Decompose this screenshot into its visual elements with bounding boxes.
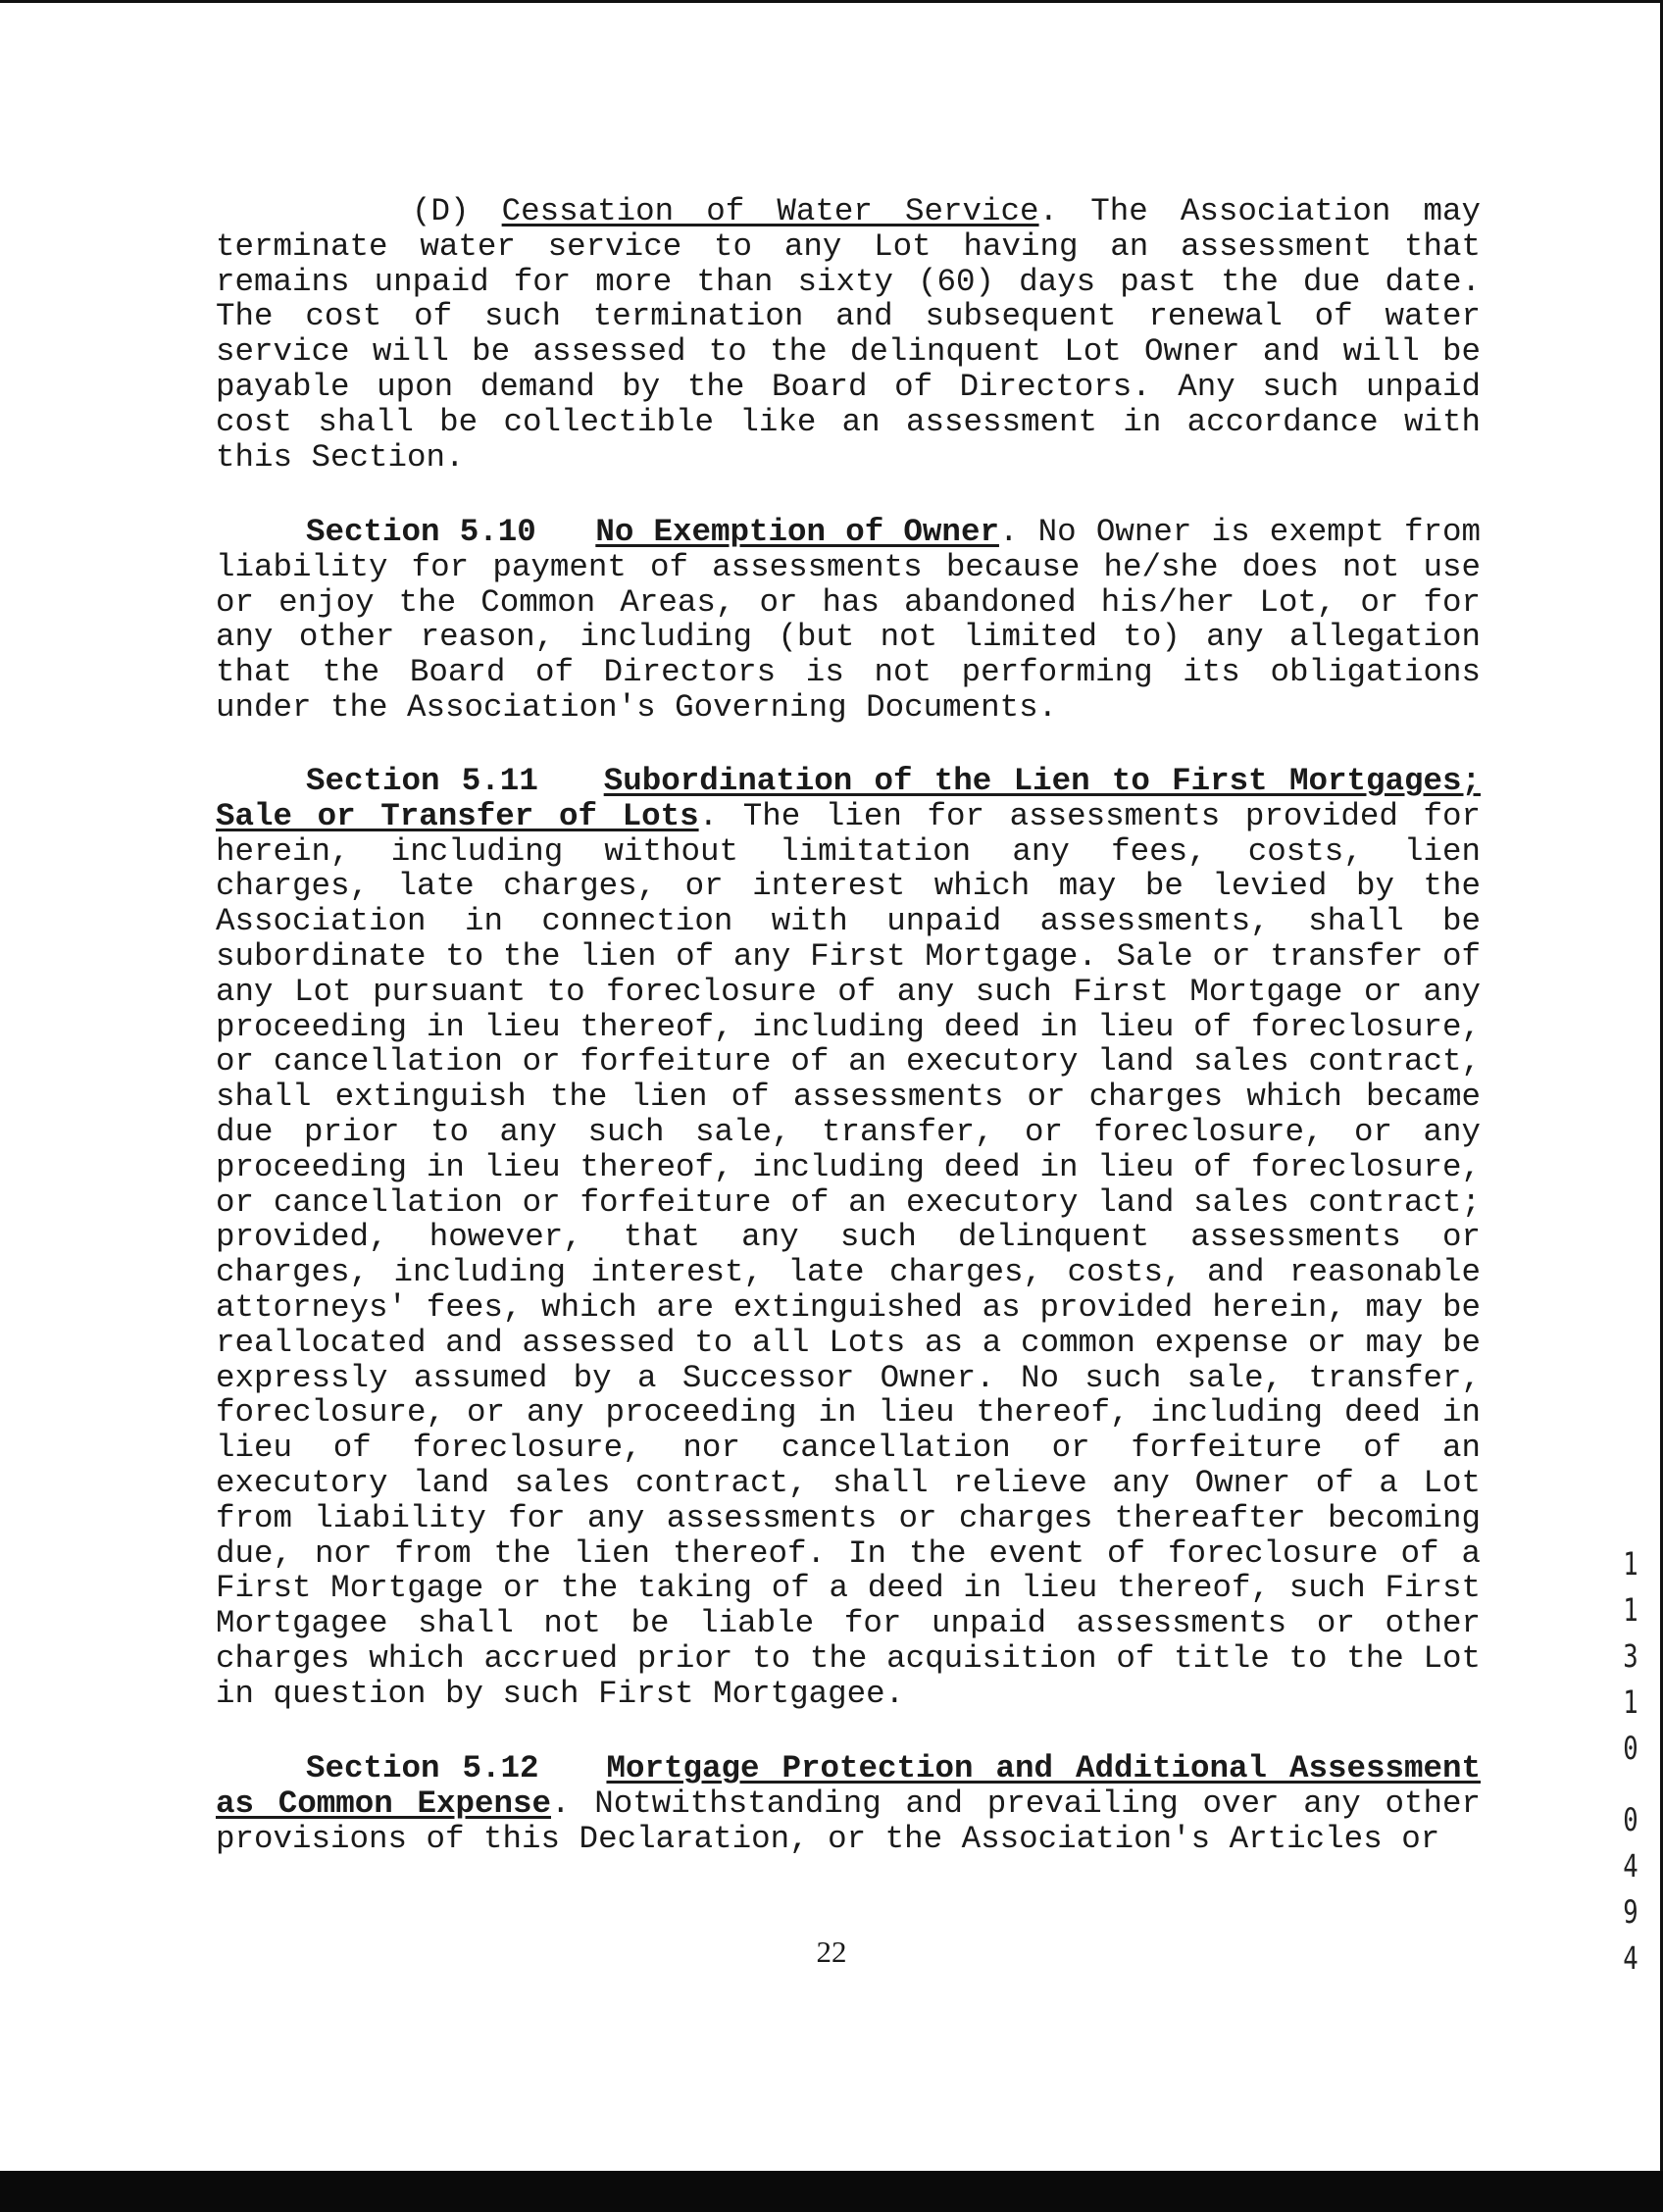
section-number: Section 5.10 bbox=[306, 514, 536, 550]
section-number: Section 5.12 bbox=[306, 1750, 539, 1786]
stamp-digit: 0 bbox=[1623, 1801, 1638, 1838]
stamp-digit: 1 bbox=[1623, 1545, 1638, 1583]
recording-stamp bbox=[1616, 1541, 1645, 1982]
section-heading: Mortgage Protection and Additional Assessment as Common Expense bbox=[216, 1750, 1481, 1822]
section-5-12 bbox=[216, 1751, 1481, 1856]
section-5-11 bbox=[216, 764, 1481, 1712]
stamp-digit: 3 bbox=[1623, 1637, 1638, 1675]
paragraph-label: (D) bbox=[412, 193, 470, 229]
section-number: Section 5.11 bbox=[306, 763, 538, 799]
stamp-digit: 1 bbox=[1623, 1591, 1638, 1629]
section-5-10 bbox=[216, 515, 1481, 726]
paragraph-heading: Cessation of Water Service bbox=[501, 193, 1039, 229]
page-number: 22 bbox=[816, 1935, 847, 1969]
section-heading: No Exemption of Owner bbox=[595, 514, 999, 550]
stamp-digit: 4 bbox=[1623, 1939, 1638, 1977]
section-body: Notwithstanding and prevailing over any other provisions of this Declaration, or the Association's Articles or bbox=[216, 1785, 1481, 1857]
heading-period: . bbox=[1038, 193, 1059, 229]
paragraph-cessation-of-water-service bbox=[216, 194, 1481, 475]
section-body: The lien for assessments provided for herein, including without limitation any fees, costs, lien charges, late charges, or interest which may be levied by the Association in connection with unpaid assessments, shall be subordinate to the lien of any First Mortgage. Sale or transfer of any Lot pursuant to foreclosure of any such First Mortgage or any proceeding in lieu thereof, including deed in lieu of foreclosure, or cancellation or forfeiture of an executory land sales contract, shall extinguish the lien of assessments or charges which became due prior to any such sale, transfer, or foreclosure, or any proceeding in lieu thereof, including deed in lieu of foreclosure, or cancellation or forfeiture of an executory land sales contract; provided, however, that any such delinquent assessments or charges, including interest, late charges, costs, and reasonable attorneys' fees, which are extinguished as provided herein, may be reallocated and assessed to all Lots as a common expense or may be expressly assumed by a Successor Owner. No such sale, transfer, foreclosure, or any proceeding in lieu thereof, including deed in lieu of foreclosure, nor cancellation or forfeiture of an executory land sales contract, shall relieve any Owner of a Lot from liability for any assessments or charges thereafter becoming due, nor from the lien thereof. In the event of foreclosure of a First Mortgage or the taking of a deed in lieu thereof, such First Mortgagee shall not be liable for unpaid assessments or other charges which accrued prior to the acquisition of title to the Lot in question by such First Mortgagee. bbox=[216, 797, 1481, 1712]
heading-period: . bbox=[551, 1785, 571, 1822]
paragraph-body: The Association may terminate water service to any Lot having an assessment that remains unpaid for more than sixty (60) days past the due date. The cost of such termination and subsequent renewal of water service will be assessed to the delinquent Lot Owner and will be payable upon demand by the Board of Directors. Any such unpaid cost shall be collectible like an assessment in accordance with this Section. bbox=[216, 193, 1481, 476]
heading-period: . bbox=[998, 514, 1019, 550]
stamp-digit: 1 bbox=[1623, 1684, 1638, 1721]
stamp-gap bbox=[1619, 1772, 1642, 1797]
section-body: No Owner is exempt from liability for payment of assessments because he/she does not use or enjoy the Common Areas, or has abandoned his/her Lot, or for any other reason, including (but not limited to) any allegation that the Board of Directors is not performing its obligations under the Association's Governing Documents. bbox=[216, 514, 1481, 726]
stamp-digit: 9 bbox=[1623, 1893, 1638, 1931]
section-heading: Subordination of the Lien to First Mortgages; Sale or Transfer of Lots bbox=[216, 763, 1481, 834]
scan-bottom-edge bbox=[0, 2171, 1663, 2212]
heading-period: . bbox=[698, 797, 719, 834]
stamp-digit: 0 bbox=[1623, 1730, 1638, 1767]
scan-top-edge bbox=[0, 0, 1663, 3]
stamp-digit: 4 bbox=[1623, 1847, 1638, 1885]
